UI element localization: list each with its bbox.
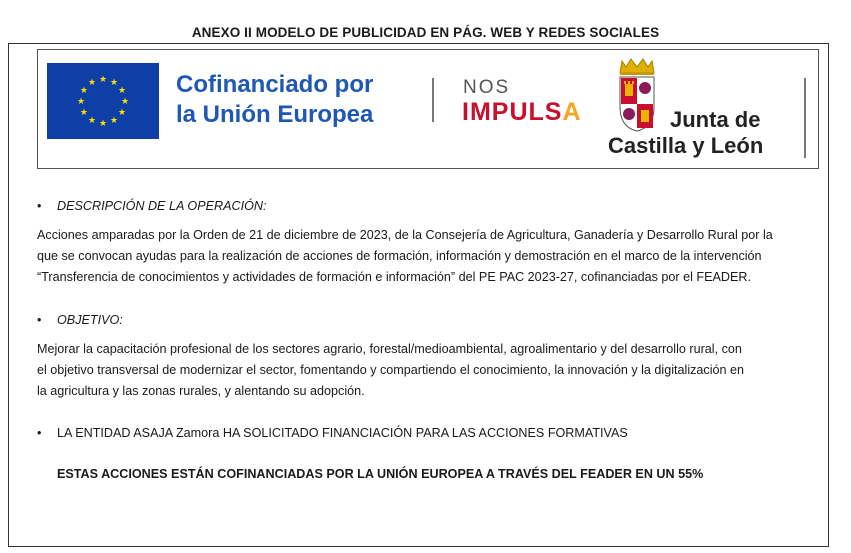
cofinanciado-line-2: la Unión Europea bbox=[176, 101, 374, 128]
banner-right-divider bbox=[804, 78, 806, 158]
descripcion-heading-line bbox=[37, 199, 266, 213]
cofinanciacion-statement: ESTAS ACCIONES ESTÁN COFINANCIADAS POR LA UNIÓN EUROPEA A TRAVÉS DEL FEADER EN UN 55% bbox=[57, 467, 704, 481]
bullet-dot: • bbox=[37, 199, 42, 213]
eu-star: ★ bbox=[109, 76, 119, 87]
eu-star: ★ bbox=[87, 76, 97, 87]
objetivo-paragraph bbox=[37, 339, 851, 402]
cofinanciado-text bbox=[176, 70, 373, 130]
descripcion-line: “Transferencia de conocimientos y actividades de formación e información” del PE PAC 2023-27, cofinanciadas por el FEADER. bbox=[37, 270, 751, 284]
descripcion-heading: DESCRIPCIÓN DE LA OPERACIÓN: bbox=[57, 199, 267, 213]
eu-star: ★ bbox=[79, 107, 88, 117]
page-title: ANEXO II MODELO DE PUBLICIDAD EN PÁG. WEB Y REDES SOCIALES bbox=[191, 25, 660, 40]
objetivo-heading: OBJETIVO: bbox=[57, 313, 123, 327]
eu-star: ★ bbox=[120, 96, 130, 106]
junta-line-1: Junta de bbox=[670, 107, 761, 132]
eu-star: ★ bbox=[98, 118, 108, 128]
cofinanciado-line-1: Cofinanciado por bbox=[176, 71, 374, 98]
eu-star: ★ bbox=[118, 85, 127, 95]
descripcion-paragraph bbox=[37, 225, 851, 288]
eu-star: ★ bbox=[76, 96, 86, 106]
entidad-text: LA ENTIDAD ASAJA Zamora HA SOLICITADO FINANCIACIÓN PARA LAS ACCIONES FORMATIVAS bbox=[57, 426, 628, 440]
bullet-dot: • bbox=[37, 426, 42, 440]
eu-flag-icon bbox=[47, 63, 159, 139]
junta-castilla-leon-text bbox=[608, 107, 763, 159]
objetivo-line: el objetivo transversal de modernizar el sector, fomentando y compartiendo el conocimiento, la innovación y la digitalización en bbox=[37, 363, 745, 377]
eu-star: ★ bbox=[118, 107, 127, 117]
junta-line-2: Castilla y León bbox=[608, 133, 764, 158]
eu-star: ★ bbox=[98, 74, 108, 84]
eu-star: ★ bbox=[87, 115, 97, 126]
entidad-line bbox=[37, 426, 628, 440]
impulsa-logo-text bbox=[462, 98, 582, 127]
impulsa-main: IMPULS bbox=[462, 98, 563, 126]
objetivo-line: la agricultura y las zonas rurales, y alentando su adopción. bbox=[37, 384, 365, 398]
eu-star: ★ bbox=[79, 85, 88, 95]
impulsa-accent: A bbox=[562, 98, 582, 126]
descripcion-line: que se convocan ayudas para la realización de acciones de formación, información y demostración en el marco de la intervención bbox=[37, 249, 762, 263]
objetivo-heading-line bbox=[37, 313, 123, 327]
nos-text: NOS bbox=[463, 77, 511, 98]
bullet-dot: • bbox=[37, 313, 42, 327]
banner-divider bbox=[432, 78, 434, 122]
eu-star: ★ bbox=[109, 115, 119, 126]
descripcion-line: Acciones amparadas por la Orden de 21 de diciembre de 2023, de la Consejería de Agricultura, Ganadería y Desarrollo Rural por la bbox=[37, 228, 773, 242]
objetivo-line: Mejorar la capacitación profesional de los sectores agrario, forestal/medioambiental, agroalimentario y del desarrollo rural, con bbox=[37, 342, 742, 356]
